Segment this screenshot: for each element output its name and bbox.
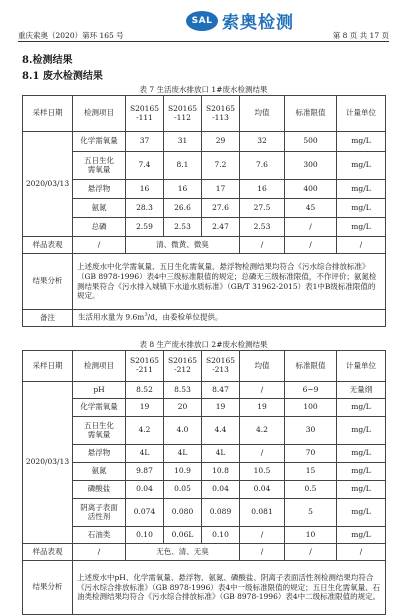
- sampling-date: 2020/03/13: [23, 382, 73, 544]
- cell-v1: 0.04: [126, 481, 164, 499]
- cell-v1: 2.59: [126, 218, 164, 237]
- cell-v3: 10.8: [202, 463, 240, 481]
- logo-text: 索奥检测: [222, 13, 294, 33]
- cell-limit: 70: [285, 445, 337, 463]
- item-name: 阴离子表面 活性剂: [73, 499, 126, 527]
- table2: [22, 350, 386, 615]
- header-s1: S20165 -211: [126, 351, 164, 382]
- item-name: 总磷: [73, 218, 126, 237]
- cell-avg: 0.081: [240, 499, 285, 527]
- header-limit: 标准限值: [285, 351, 337, 382]
- table-row: [23, 463, 386, 481]
- cell-v2: 0.080: [164, 499, 202, 527]
- note-row: [23, 310, 386, 327]
- item-name: 悬浮物: [73, 445, 126, 463]
- header-row: [23, 351, 386, 382]
- cell-v2: 2.53: [164, 218, 202, 237]
- cell-v3: 0.10: [202, 527, 240, 544]
- header-date: 采样日期: [23, 351, 73, 382]
- header-item: 检测项目: [73, 96, 126, 132]
- cell-avg: 7.6: [240, 152, 285, 180]
- header-unit: 计量单位: [337, 96, 386, 132]
- cell-avg: 16: [240, 180, 285, 199]
- header-s1: S20165 -111: [126, 96, 164, 132]
- header-date: 采样日期: [23, 96, 73, 132]
- appearance-limit: /: [285, 544, 337, 561]
- cell-avg: /: [240, 445, 285, 463]
- header-item: 检测项目: [73, 351, 126, 382]
- table-row: [23, 445, 386, 463]
- cell-v1: 4L: [126, 445, 164, 463]
- item-name: 石油类: [73, 527, 126, 544]
- cell-unit: mg/L: [337, 152, 386, 180]
- cell-avg: /: [240, 527, 285, 544]
- cell-unit: mg/L: [337, 417, 386, 445]
- analysis-label: 结果分析: [23, 561, 73, 615]
- cell-avg: 32: [240, 132, 285, 152]
- table1-caption: 表 7 生活废水排放口 1#废水检测结果: [139, 85, 268, 94]
- cell-limit: 6~9: [285, 382, 337, 399]
- cell-v1: 16: [126, 180, 164, 199]
- cell-v3: 19: [202, 399, 240, 417]
- cell-v3: 0.089: [202, 499, 240, 527]
- header-row: [23, 96, 386, 132]
- header-s2: S20165 -112: [164, 96, 202, 132]
- note-text: [73, 310, 386, 327]
- item-name: 悬浮物: [73, 180, 126, 199]
- note-text-prefix: 生活用水量为 9.6m: [78, 312, 145, 322]
- cell-v2: 4.0: [164, 417, 202, 445]
- appearance-limit: /: [285, 237, 337, 254]
- cell-limit: 500: [285, 132, 337, 152]
- cell-limit: 45: [285, 199, 337, 218]
- appearance-item: /: [73, 237, 126, 254]
- cell-unit: 无量纲: [337, 382, 386, 399]
- cell-v1: 7.4: [126, 152, 164, 180]
- cell-unit: mg/L: [337, 218, 386, 237]
- cell-unit: mg/L: [337, 199, 386, 218]
- cell-unit: mg/L: [337, 481, 386, 499]
- cell-v2: 8.53: [164, 382, 202, 399]
- cell-limit: 30: [285, 417, 337, 445]
- header-s3: S20165 -113: [202, 96, 240, 132]
- header-divider: [18, 41, 389, 42]
- appearance-desc: 清、微黄、微臭: [126, 237, 240, 254]
- analysis-text: 上述废水中pH、化学需氧量、悬浮物、氨氮、磷酸盐、阴离子表面活性剂检测结果均符合《污水综合排放标准》（GB 8978-1996）表4中一级标准限值的规定；五日生化需氧量、石油类检测结果均符合《污水综合排放标准》（GB 8978-1996）表4中二级标准限值的规定。: [73, 561, 386, 615]
- cell-v3: 29: [202, 132, 240, 152]
- cell-limit: 10: [285, 527, 337, 544]
- note-superscript: 3: [144, 312, 148, 319]
- header-avg: 均值: [240, 96, 285, 132]
- item-name: 氨氮: [73, 199, 126, 218]
- cell-v1: 28.3: [126, 199, 164, 218]
- appearance-label: 样品表观: [23, 237, 73, 254]
- cell-limit: /: [285, 218, 337, 237]
- table-row: [23, 527, 386, 544]
- cell-v3: 4L: [202, 445, 240, 463]
- cell-v3: 17: [202, 180, 240, 199]
- cell-avg: 27.5: [240, 199, 285, 218]
- item-name: 磷酸盐: [73, 481, 126, 499]
- cell-limit: 300: [285, 152, 337, 180]
- header-s2: S20165 -212: [164, 351, 202, 382]
- cell-limit: 5: [285, 499, 337, 527]
- cell-unit: mg/L: [337, 527, 386, 544]
- cell-v1: 0.074: [126, 499, 164, 527]
- cell-avg: 0.04: [240, 481, 285, 499]
- appearance-unit: /: [337, 237, 386, 254]
- note-text-suffix: /d，由委检单位提供。: [147, 312, 223, 322]
- cell-limit: 100: [285, 399, 337, 417]
- appearance-row: [23, 544, 386, 561]
- appearance-desc: 无色、清、无臭: [126, 544, 240, 561]
- header-limit: 标准限值: [285, 96, 337, 132]
- cell-limit: 15: [285, 463, 337, 481]
- cell-v2: 0.05: [164, 481, 202, 499]
- report-number: 重庆索奥（2020）第环 165 号: [18, 31, 124, 40]
- cell-v2: 4L: [164, 445, 202, 463]
- appearance-unit: /: [337, 544, 386, 561]
- cell-v3: 8.47: [202, 382, 240, 399]
- analysis-row: [23, 254, 386, 310]
- logo-mark: SAL: [186, 11, 218, 31]
- cell-v2: 16: [164, 180, 202, 199]
- appearance-avg: /: [240, 544, 285, 561]
- cell-v3: 2.47: [202, 218, 240, 237]
- cell-avg: 2.53: [240, 218, 285, 237]
- section-title: 8.检测结果: [22, 55, 73, 66]
- appearance-label: 样品表观: [23, 544, 73, 561]
- table-row: [23, 399, 386, 417]
- header-s3: S20165 -213: [202, 351, 240, 382]
- item-name: 化学需氧量: [73, 399, 126, 417]
- item-name: 化学需氧量: [73, 132, 126, 152]
- appearance-row: [23, 237, 386, 254]
- cell-unit: mg/L: [337, 132, 386, 152]
- item-name: 五日生化 需氧量: [73, 417, 126, 445]
- item-name: 五日生化 需氧量: [73, 152, 126, 180]
- table-row: [23, 180, 386, 199]
- cell-limit: 400: [285, 180, 337, 199]
- cell-avg: 4.2: [240, 417, 285, 445]
- cell-avg: 19: [240, 399, 285, 417]
- cell-v2: 10.9: [164, 463, 202, 481]
- table-row: [23, 132, 386, 152]
- item-name: 氨氮: [73, 463, 126, 481]
- cell-v3: 27.6: [202, 199, 240, 218]
- analysis-text: 上述废水中化学需氧量、五日生化需氧量、悬浮物检测结果均符合《污水综合排放标准》（GB 8978-1996）表4中三级标准限值的规定；总磷无三级标准限值，不作评价；氨氮检测结果符合《污水排入城镇下水道水质标准》（GB/T 31962-2015）表1中B级标准限值的规定。: [73, 254, 386, 310]
- table-row: [23, 218, 386, 237]
- table-row: [23, 152, 386, 180]
- cell-v2: 0.06L: [164, 527, 202, 544]
- table2-caption: 表 8 生产废水排放口 2#废水检测结果: [139, 340, 268, 349]
- cell-v1: 0.10: [126, 527, 164, 544]
- cell-v2: 20: [164, 399, 202, 417]
- header-unit: 计量单位: [337, 351, 386, 382]
- cell-v1: 9.87: [126, 463, 164, 481]
- cell-v2: 26.6: [164, 199, 202, 218]
- table-row: [23, 481, 386, 499]
- report-header: [18, 30, 389, 41]
- appearance-item: /: [73, 544, 126, 561]
- note-label: 备注: [23, 310, 73, 327]
- cell-avg: /: [240, 382, 285, 399]
- cell-v1: 4.2: [126, 417, 164, 445]
- table-row: [23, 382, 386, 399]
- cell-v3: 0.04: [202, 481, 240, 499]
- cell-unit: mg/L: [337, 180, 386, 199]
- sampling-date: 2020/03/13: [23, 132, 73, 237]
- header-avg: 均值: [240, 351, 285, 382]
- table-row: [23, 199, 386, 218]
- cell-v3: 4.4: [202, 417, 240, 445]
- table1: [22, 95, 386, 327]
- table-row: [23, 417, 386, 445]
- cell-unit: mg/L: [337, 463, 386, 481]
- analysis-label: 结果分析: [23, 254, 73, 310]
- page-number: 第 8 页 共 17 页: [332, 31, 389, 40]
- cell-unit: mg/L: [337, 499, 386, 527]
- cell-v2: 8.1: [164, 152, 202, 180]
- appearance-avg: /: [240, 237, 285, 254]
- item-name: pH: [73, 382, 126, 399]
- cell-v3: 7.2: [202, 152, 240, 180]
- table-row: [23, 499, 386, 527]
- cell-v2: 31: [164, 132, 202, 152]
- cell-v1: 37: [126, 132, 164, 152]
- cell-v1: 8.52: [126, 382, 164, 399]
- cell-avg: 10.5: [240, 463, 285, 481]
- cell-unit: mg/L: [337, 445, 386, 463]
- cell-v1: 19: [126, 399, 164, 417]
- cell-limit: 0.5: [285, 481, 337, 499]
- cell-unit: mg/L: [337, 399, 386, 417]
- section-subtitle: 8.1 废水检测结果: [22, 71, 103, 82]
